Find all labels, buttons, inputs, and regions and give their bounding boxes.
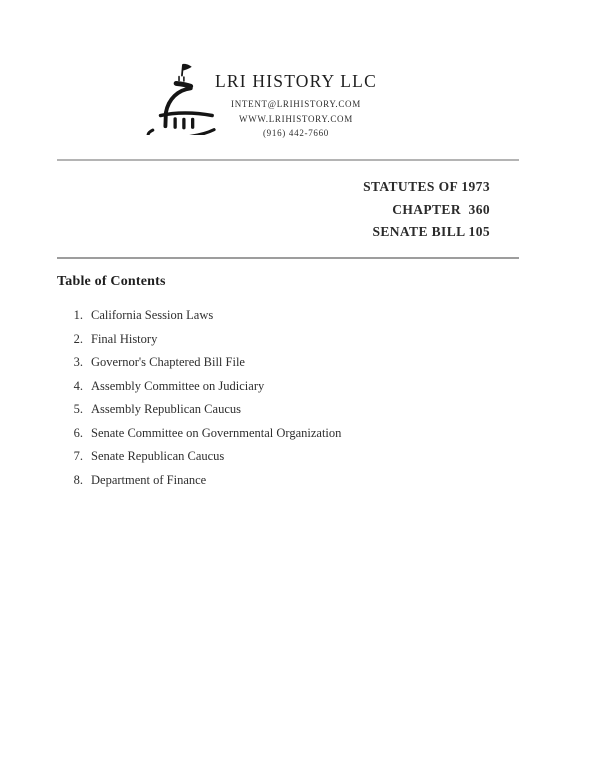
toc-item-number: 6. (73, 425, 83, 440)
statute-reference (250, 176, 490, 244)
toc-item (57, 469, 519, 493)
toc-item-number: 3. (73, 355, 83, 369)
toc-item (57, 398, 519, 422)
contact-block (146, 97, 446, 141)
toc-item-label: Senate Republican Caucus (91, 449, 225, 463)
toc-item-label: Final History (91, 331, 158, 346)
toc-item-number: 7. (73, 449, 83, 463)
toc-item-number: 8. (73, 472, 83, 487)
toc-item-label: Department of Finance (91, 472, 207, 487)
toc-item (57, 351, 519, 375)
toc-item-number: 2. (73, 331, 83, 346)
company-name: LRI HISTORY LLC (215, 71, 377, 91)
toc-item-number: 1. (73, 308, 83, 322)
toc-item (57, 304, 519, 328)
toc-item-number: 4. (73, 378, 83, 393)
toc-item (57, 422, 519, 446)
toc-list (57, 304, 519, 492)
divider-bottom (57, 257, 519, 259)
company-website: WWW.LRIHISTORY.COM (239, 113, 353, 124)
divider-top (57, 159, 519, 161)
toc-item-label: Assembly Committee on Judiciary (91, 378, 265, 393)
company-email: INTENT@LRIHISTORY.COM (231, 99, 361, 109)
toc-title: Table of Contents (57, 274, 166, 289)
toc-item (57, 445, 519, 469)
statutes-line: STATUTES OF 1973 (363, 179, 490, 194)
toc-item-label: Assembly Republican Caucus (91, 402, 241, 416)
toc-item-label: Governor's Chaptered Bill File (91, 355, 245, 369)
senate-bill-line: SENATE BILL 105 (372, 224, 490, 239)
chapter-line: CHAPTER 360 (392, 201, 490, 217)
toc-item-label: California Session Laws (91, 308, 214, 322)
toc-item (57, 328, 519, 352)
toc-item (57, 375, 519, 399)
toc-item-number: 5. (73, 402, 83, 416)
toc-item-label: Senate Committee on Governmental Organization (91, 425, 342, 440)
letterhead (146, 71, 446, 141)
company-phone: (916) 442-7660 (262, 128, 330, 138)
